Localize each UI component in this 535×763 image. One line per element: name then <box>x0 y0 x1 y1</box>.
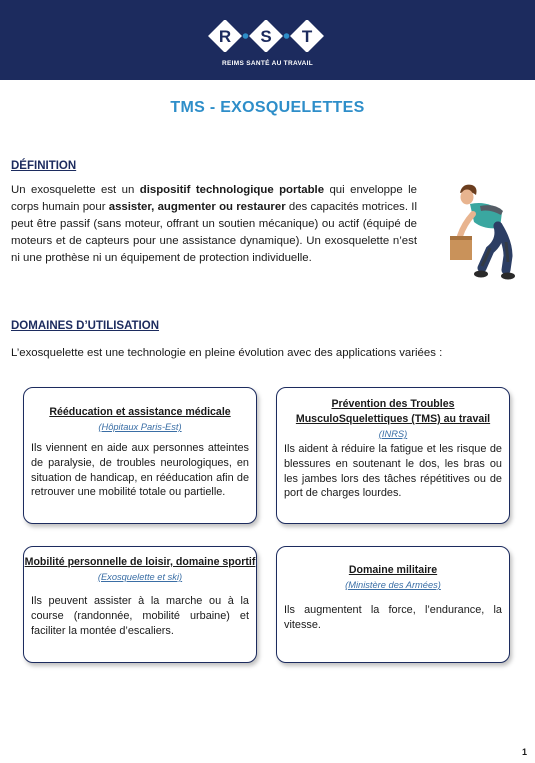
card-title: Mobilité personnelle de loisir, domaine sportif <box>24 556 256 568</box>
page-title: TMS - EXOSQUELETTES <box>170 99 365 116</box>
worker-lifting-box-illustration <box>440 178 520 284</box>
header-banner <box>0 0 535 80</box>
domain-card-medical <box>23 387 257 524</box>
page-number: 1 <box>522 747 528 757</box>
svg-text:S: S <box>260 27 272 46</box>
card-title: Rééducation et assistance médicale <box>49 406 231 418</box>
svg-text:R: R <box>218 27 232 46</box>
rst-logo <box>207 20 325 52</box>
card-text: Ils augmentent la force, l’endurance, la vitesse. <box>284 604 502 631</box>
domain-card-military <box>276 546 510 663</box>
domain-card-tms <box>276 387 510 524</box>
definition-text: Un exosquelette est un dispositif technologique portable qui enveloppe le corps humain pour assister, augmenter ou restaurer des capacités motrices. Il peut être passif (sans moteur, offrant un soutien mécanique) ou actif (équipé de moteurs et de capteurs pour une assistance dynamique). Un exosquelette n’est ni une prothèse ni un équipement de protection individuelle. <box>11 184 417 264</box>
logo-tagline: REIMS SANTÉ AU TRAVAIL <box>222 60 313 67</box>
card-source-link[interactable]: (Exosquelette et ski) <box>97 572 183 582</box>
card-text: Ils aident à réduire la fatigue et les risque de blessures en soutenant le dos, les bras ou les jambes lors des tâches répétitives ou de port de charges lourdes. <box>284 443 502 500</box>
domains-heading: DOMAINES D’UTILISATION <box>11 320 160 332</box>
card-source-link[interactable]: (Ministère des Armées) <box>345 580 441 590</box>
card-source-link[interactable]: (Hôpitaux Paris-Est) <box>98 422 182 432</box>
domain-card-leisure <box>23 546 257 663</box>
card-source-link[interactable]: (INRS) <box>378 429 408 439</box>
card-title: Prévention des Troubles MusculoSquelettiques (TMS) au travail <box>295 398 491 425</box>
card-text: Ils peuvent assister à la marche ou à la course (randonnée, mobilité urbaine) et faciliter la montée d’escaliers. <box>31 595 249 637</box>
definition-heading: DÉFINITION <box>11 160 77 172</box>
svg-text:T: T <box>301 27 313 46</box>
card-title: Domaine militaire <box>348 564 438 576</box>
card-text: Ils viennent en aide aux personnes atteintes de paralysie, de troubles neurologiques, en situation de handicap, en rééducation afin de retrouver une mobilité totale ou partielle. <box>31 442 249 499</box>
domains-intro: L’exosquelette est une technologie en pleine évolution avec des applications variées : <box>11 347 443 359</box>
